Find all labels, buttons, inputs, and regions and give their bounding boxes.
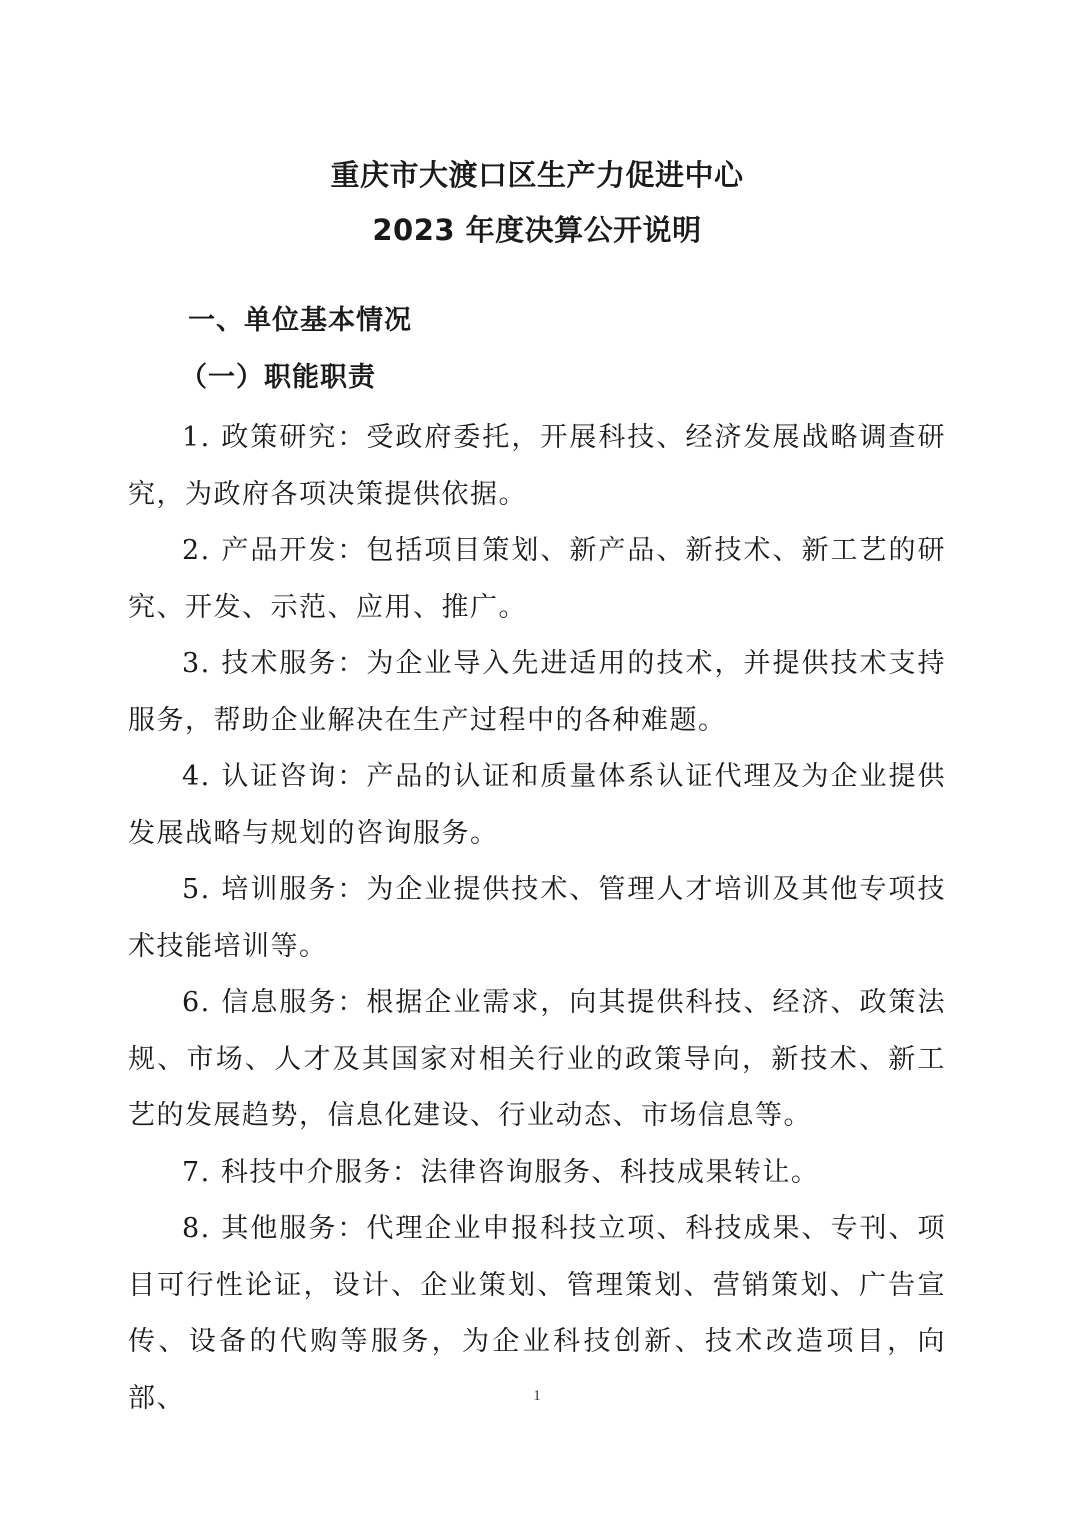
- document-body: [128, 410, 946, 1427]
- paragraph-other-services: 8. 其他服务：代理企业申报科技立项、科技成果、专刊、项目可行性论证，设计、企业策划、管理策划、营销策划、广告宣传、设备的代购等服务，为企业科技创新、技术改造项目，向部、: [128, 1213, 946, 1414]
- paragraph-information-service: 6. 信息服务：根据企业需求，向其提供科技、经济、政策法规、市场、人才及其国家对相关行业的政策导向，新技术、新工艺的发展趋势，信息化建设、行业动态、市场信息等。: [128, 987, 946, 1131]
- page-number: 1: [533, 1388, 541, 1404]
- paragraph-policy-research: 1. 政策研究：受政府委托，开展科技、经济发展战略调查研究，为政府各项决策提供依据。: [128, 422, 946, 510]
- document-title-line1: 重庆市大渡口区生产力促进中心: [330, 158, 744, 192]
- paragraph-intermediary-service: 7. 科技中介服务：法律咨询服务、科技成果转让。: [182, 1156, 820, 1188]
- paragraph-certification-consulting: 4. 认证咨询：产品的认证和质量体系认证代理及为企业提供发展战略与规划的咨询服务。: [128, 761, 946, 849]
- paragraph-technical-service: 3. 技术服务：为企业导入先进适用的技术，并提供技术支持服务，帮助企业解决在生产过程中的各种难题。: [128, 648, 946, 736]
- document-title-line2: 2023 年度决算公开说明: [372, 213, 702, 247]
- section-heading: 一、单位基本情况: [188, 305, 412, 336]
- paragraph-training-service: 5. 培训服务：为企业提供技术、管理人才培训及其他专项技术技能培训等。: [128, 874, 946, 962]
- paragraph-product-development: 2. 产品开发：包括项目策划、新产品、新技术、新工艺的研究、开发、示范、应用、推广。: [128, 535, 946, 623]
- subsection-heading: （一）职能职责: [180, 362, 376, 393]
